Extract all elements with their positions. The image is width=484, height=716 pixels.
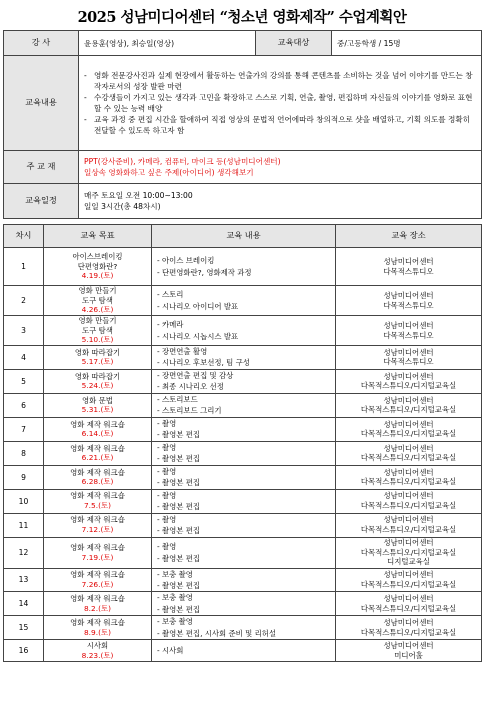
- schedule-row: [4, 640, 482, 662]
- content-item-text: 영화 전문강사진과 실제 현장에서 활동하는 연출가의 강의를 통해 콘텐츠를 소비하는 것을 넘어 이야기를 만드는 창작자로서의 성장 발판 마련: [94, 71, 473, 91]
- session-goal-line: 영화 따라잡기: [74, 347, 121, 357]
- session-content: [152, 441, 336, 465]
- session-place-line: 다목적스튜디오/디지털교육실: [360, 603, 457, 613]
- session-goal: [44, 369, 152, 393]
- session-number: 13: [4, 568, 44, 592]
- session-place-line: 성남미디어센터: [383, 570, 434, 580]
- content-item: [79, 70, 481, 92]
- session-place: [336, 417, 482, 441]
- session-content-line: - 촬영: [157, 514, 177, 524]
- session-content: [152, 616, 336, 640]
- schedule-row: [4, 286, 482, 316]
- session-date: 7.5.(토): [83, 501, 111, 511]
- session-date: 7.12.(토): [81, 525, 114, 535]
- session-place: [336, 441, 482, 465]
- session-place-line: 성남미디어센터: [383, 467, 434, 477]
- session-number: 5: [4, 369, 44, 393]
- session-number: 14: [4, 592, 44, 616]
- session-content-line: - 단편영화란?, 영화제작 과정: [157, 267, 252, 277]
- session-date: 8.2.(토): [83, 603, 111, 613]
- info-table: [3, 30, 482, 219]
- session-content-line: - 촬영본 편집: [157, 478, 201, 488]
- session-place: [336, 286, 482, 316]
- session-goal-line: 영화 제작 워크숍: [70, 542, 125, 552]
- header-content: 교육 내용: [152, 225, 336, 248]
- session-place-line: 다목적스튜디오/디지털교육실: [360, 453, 457, 463]
- session-goal-line: 영화 만들기: [78, 286, 117, 296]
- session-content-line: - 장면연출 활영: [157, 347, 208, 356]
- instructor-value: 윤용훈(영상), 최승일(영상): [79, 31, 256, 56]
- session-date: 6.21.(토): [81, 453, 114, 463]
- materials-value: [79, 151, 482, 184]
- session-content-line: - 시나리오 시놉시스 발표: [157, 331, 239, 341]
- session-place-line: 다목적스튜디오: [383, 330, 434, 340]
- session-date: 8.9.(토): [83, 627, 111, 637]
- session-content: [152, 513, 336, 537]
- session-place-line: 다목적스튜디오/디지털교육실: [360, 405, 457, 415]
- session-goal-line: 단편영화란?: [77, 261, 118, 271]
- session-content-line: - 스토리: [157, 290, 184, 300]
- session-place: [336, 316, 482, 346]
- session-goal-line: 영화 만들기: [78, 316, 117, 326]
- session-content-line: - 촬영본 편집: [157, 454, 201, 464]
- session-date: 7.26.(토): [81, 579, 114, 589]
- session-goal-line: 영화 제작 워크숍: [70, 618, 125, 628]
- session-content-line: - 시나리오 아이디어 발표: [157, 301, 239, 311]
- session-place: [336, 369, 482, 393]
- session-content-line: - 촬영본 편집: [157, 553, 201, 563]
- schedule-label: 교육일정: [4, 184, 79, 219]
- schedule-row: [4, 568, 482, 592]
- session-date: 7.19.(토): [81, 552, 114, 562]
- session-place: [336, 393, 482, 417]
- session-content-line: - 촬영본 편집: [157, 502, 201, 512]
- session-content-line: - 장면연출 편집 및 감상: [157, 370, 234, 380]
- session-place-line: 성남미디어센터: [383, 443, 434, 453]
- session-goal: [44, 616, 152, 640]
- session-content: [152, 393, 336, 417]
- session-content-line: - 촬영: [157, 418, 177, 428]
- session-place-line: 다목적스튜디오/디지털교육실: [360, 525, 457, 535]
- session-content: [152, 592, 336, 616]
- session-content-line: - 스토리보드 그리기: [157, 406, 222, 416]
- session-place: [336, 640, 482, 662]
- session-goal-line: 영화 제작 워크숍: [70, 491, 125, 501]
- session-place: [336, 616, 482, 640]
- schedule-row: [4, 346, 482, 370]
- session-place-line: 다목적스튜디오: [383, 266, 434, 276]
- session-place-line: 다목적스튜디오/디지털교육실: [360, 429, 457, 439]
- session-place: [336, 346, 482, 370]
- session-content-line: - 보충 촬영: [157, 593, 193, 603]
- target-label: 교육대상: [256, 31, 332, 56]
- schedule-row: [4, 513, 482, 537]
- session-place-line: 성남미디어센터: [383, 491, 434, 501]
- session-content-line: - 촬영: [157, 442, 177, 452]
- session-content-line: - 시나리오 후보선정, 팀 구성: [157, 358, 250, 368]
- session-place-line: 다목적스튜디오: [383, 357, 434, 367]
- session-place-line: 성남미디어센터: [383, 419, 434, 429]
- session-goal: [44, 465, 152, 489]
- schedule-line: 매주 토요일 오전 10:00~13:00: [84, 191, 193, 200]
- session-content: [152, 537, 336, 568]
- session-place: [336, 489, 482, 513]
- session-date: 8.23.(토): [81, 650, 114, 660]
- materials-line: PPT(강사준비), 카메라, 컴퓨터, 마이크 등(성남미디어센터): [84, 157, 281, 166]
- session-content-line: - 촬영본 편집, 시사회 준비 및 리허설: [157, 628, 277, 638]
- session-number: 11: [4, 513, 44, 537]
- schedule-row: [4, 592, 482, 616]
- session-place-line: 성남미디어센터: [383, 290, 434, 300]
- session-goal: [44, 568, 152, 592]
- page-title: 2025 성남미디어센터 “청소년 영화제작” 수업계획안: [77, 9, 407, 26]
- session-goal-line: 영화 제작 워크숍: [70, 419, 125, 429]
- session-place-line: 다목적스튜디오/디지털교육실: [360, 501, 457, 511]
- session-content-line: - 스토리보드: [157, 394, 198, 404]
- session-content-line: - 보충 촬영: [157, 617, 193, 627]
- session-content-line: - 촬영: [157, 490, 177, 500]
- content-item: [79, 92, 481, 114]
- session-number: 10: [4, 489, 44, 513]
- session-number: 7: [4, 417, 44, 441]
- content-description: [79, 56, 482, 151]
- session-goal-line: 시사회: [86, 641, 109, 651]
- session-number: 1: [4, 248, 44, 286]
- session-goal: [44, 537, 152, 568]
- session-content-line: - 카메라: [157, 320, 184, 330]
- session-place: [336, 537, 482, 568]
- session-place: [336, 592, 482, 616]
- session-goal-line: 영화 제작 워크숍: [70, 467, 125, 477]
- schedule-row: [4, 441, 482, 465]
- session-content-line: - 시사회: [157, 646, 184, 656]
- session-number: 16: [4, 640, 44, 662]
- session-content: [152, 640, 336, 662]
- session-goal: [44, 286, 152, 316]
- session-content-line: - 최종 시나리오 선정: [157, 382, 224, 392]
- session-place-line: 성남미디어센터: [383, 395, 434, 405]
- session-content-line: - 촬영본 편집: [157, 604, 201, 614]
- session-content: [152, 465, 336, 489]
- session-goal-line: 영화 제작 워크숍: [70, 515, 125, 525]
- session-goal-line: 영화 제작 워크숍: [70, 443, 125, 453]
- session-goal: [44, 513, 152, 537]
- session-goal: [44, 441, 152, 465]
- session-number: 12: [4, 537, 44, 568]
- session-place: [336, 248, 482, 286]
- session-place-line: 성남미디어센터: [383, 371, 434, 381]
- target-value: 중/고등학생 / 15명: [332, 31, 482, 56]
- session-goal-line: 영화 제작 워크숍: [70, 570, 125, 580]
- session-date: 6.14.(토): [81, 429, 114, 439]
- session-place-line: 다목적스튜디오/디지털교육실: [360, 381, 457, 391]
- session-place-line: 다목적스튜디오/디지털교육실: [360, 627, 457, 637]
- schedule-value: [79, 184, 482, 219]
- session-place: [336, 465, 482, 489]
- session-content-line: - 아이스 브레이킹: [157, 256, 215, 266]
- session-goal-line: 영화 따라잡기: [74, 371, 121, 381]
- schedule-row: [4, 465, 482, 489]
- schedule-line: 일일 3시간(총 48차시): [84, 202, 161, 211]
- session-number: 6: [4, 393, 44, 417]
- session-goal-line: 영화 문법: [82, 395, 113, 405]
- session-place-line: 다목적스튜디오/디지털교육실: [360, 547, 457, 557]
- session-place-line: 성남미디어센터: [383, 538, 434, 548]
- session-goal: [44, 316, 152, 346]
- session-goal-line: 아이스브레이킹: [72, 252, 123, 262]
- session-content: [152, 568, 336, 592]
- schedule-row: [4, 537, 482, 568]
- session-number: 8: [4, 441, 44, 465]
- session-number: 3: [4, 316, 44, 346]
- schedule-row: [4, 417, 482, 441]
- content-item-bullet: -: [84, 93, 87, 102]
- session-goal: [44, 393, 152, 417]
- session-goal-line: 도구 탐색: [82, 295, 113, 305]
- session-place-line: 다목적스튜디오/디지털교육실: [360, 579, 457, 589]
- session-goal: [44, 248, 152, 286]
- session-place-line: 성남미디어센터: [383, 320, 434, 330]
- session-date: 5.10.(토): [81, 335, 114, 345]
- session-date: 5.17.(토): [81, 357, 114, 367]
- schedule-row: [4, 316, 482, 346]
- schedule-row: [4, 369, 482, 393]
- session-content: [152, 489, 336, 513]
- session-place-line: 성남미디어센터: [383, 594, 434, 604]
- content-item-bullet: -: [84, 115, 87, 124]
- session-date: 4.19.(토): [81, 271, 114, 281]
- session-place-line: 미디어홀: [394, 650, 423, 660]
- session-goal: [44, 417, 152, 441]
- session-place-line: 다목적스튜디오/디지털교육실: [360, 477, 457, 487]
- schedule-row: [4, 489, 482, 513]
- session-place-line: 성남미디어센터: [383, 347, 434, 357]
- session-date: 5.31.(토): [81, 405, 114, 415]
- session-content-line: - 촬영: [157, 542, 177, 552]
- session-content-line: - 촬영본 편집: [157, 430, 201, 440]
- session-number: 9: [4, 465, 44, 489]
- session-goal-line: 도구 탐색: [82, 325, 113, 335]
- header-session: 차시: [4, 225, 44, 248]
- session-goal: [44, 346, 152, 370]
- session-place: [336, 513, 482, 537]
- materials-line: 일상속 영화화하고 싶은 주제(아이디어) 생각해보기: [84, 168, 254, 177]
- content-label: 교육내용: [4, 56, 79, 151]
- session-content-line: - 촬영본 편집: [157, 526, 201, 536]
- session-date: 5.24.(토): [81, 381, 114, 391]
- schedule-row: [4, 393, 482, 417]
- session-goal: [44, 640, 152, 662]
- session-content: [152, 248, 336, 286]
- session-content-line: - 촬영본 편집: [157, 580, 201, 590]
- session-goal-line: 영화 제작 워크숍: [70, 594, 125, 604]
- content-item-bullet: -: [84, 71, 87, 80]
- session-content: [152, 286, 336, 316]
- content-item: [79, 114, 481, 136]
- session-content: [152, 316, 336, 346]
- session-number: 2: [4, 286, 44, 316]
- session-place: [336, 568, 482, 592]
- header-place: 교육 장소: [336, 225, 482, 248]
- session-place-line: 디지털교육실: [387, 557, 430, 567]
- schedule-table: [3, 224, 482, 662]
- content-item-text: 수강생들이 가지고 있는 생각과 고민을 확장하고 스스로 기획, 연출, 촬영, 편집하며 자신들의 이야기를 영화로 표현할 수 있는 능력 배양: [94, 93, 473, 113]
- session-place-line: 성남미디어센터: [383, 618, 434, 628]
- header-goal: 교육 목표: [44, 225, 152, 248]
- session-goal: [44, 592, 152, 616]
- session-date: 6.28.(토): [81, 477, 114, 487]
- session-content-line: - 보충 촬영: [157, 569, 193, 579]
- session-content: [152, 417, 336, 441]
- content-item-text: 교육 과정 중 편집 시간을 할애하여 직접 영상의 문법적 언어에따라 창의적으로 샷을 배열하고, 기획 의도를 정확히 전달할 수 있도록 하고자 함: [94, 115, 471, 135]
- session-content: [152, 346, 336, 370]
- schedule-row: [4, 616, 482, 640]
- materials-label: 주 교 재: [4, 151, 79, 184]
- session-content-line: - 촬영: [157, 466, 177, 476]
- instructor-label: 강 사: [4, 31, 79, 56]
- session-goal: [44, 489, 152, 513]
- session-number: 4: [4, 346, 44, 370]
- session-number: 15: [4, 616, 44, 640]
- session-place-line: 다목적스튜디오: [383, 300, 434, 310]
- session-date: 4.26.(토): [81, 305, 114, 315]
- session-content: [152, 369, 336, 393]
- schedule-row: [4, 248, 482, 286]
- session-place-line: 성남미디어센터: [383, 515, 434, 525]
- session-place-line: 성남미디어센터: [383, 641, 434, 651]
- session-place-line: 성남미디어센터: [383, 256, 434, 266]
